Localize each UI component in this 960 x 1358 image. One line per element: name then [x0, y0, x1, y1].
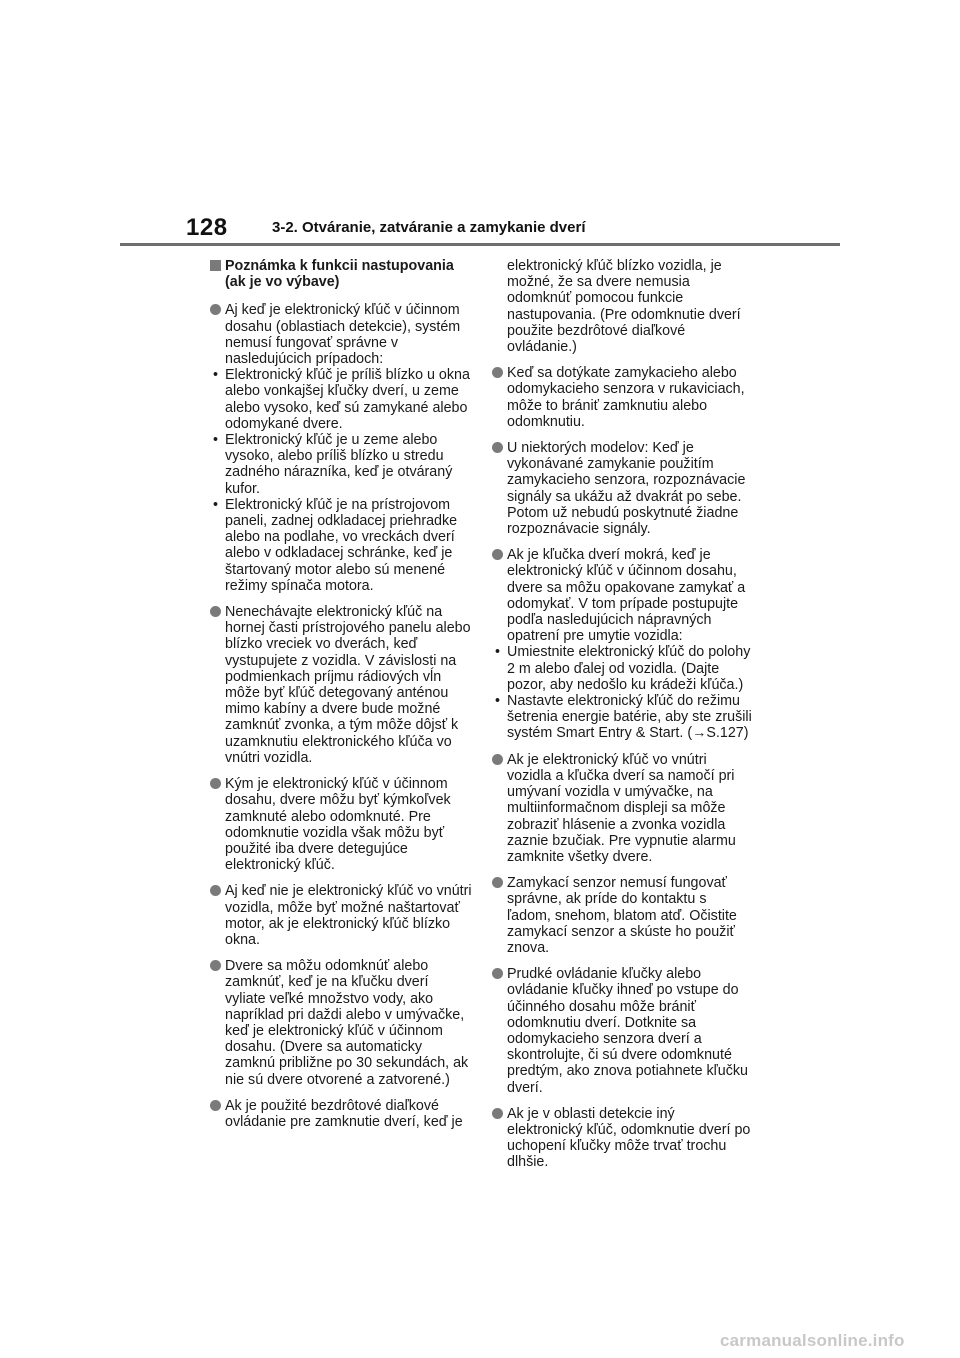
section-title: 3-2. Otváranie, zatváranie a zamykanie dverí	[272, 219, 586, 236]
list-item-text: Elektronický kľúč je príliš blízko u okna alebo vonkajšej kľučky dverí, u zeme alebo vysoko, keď sú zamykané alebo odomykané dvere.	[225, 367, 470, 432]
round-bullet-icon	[210, 1100, 221, 1111]
paragraph-text: Aj keď nie je elektronický kľúč vo vnútri vozidla, môže byť možné naštartovať motor, ak je elektronický kľúč blízko okna.	[225, 883, 472, 948]
round-bullet-icon	[492, 877, 503, 888]
note-paragraph	[492, 1106, 754, 1171]
note-paragraph	[210, 776, 472, 873]
list-item: • Elektronický kľúč je na prístrojovom paneli, zadnej odkladacej priehradke alebo na podlahe, vo vreckách dverí alebo v odkladacej schránke, keď je štartovaný motor alebo sú menené režimy spínača motora.	[213, 496, 458, 594]
paragraph-text: U niektorých modelov: Keď je vykonávané zamykanie použitím zamykacieho senzora, rozpoznávacie signály sa ukážu až dvakrát po sebe. Potom už nebudú poskytnuté žiadne rozpoznávacie signály.	[507, 440, 746, 538]
round-bullet-icon	[210, 778, 221, 789]
paragraph-text: Ak je v oblasti detekcie iný elektronický kľúč, odomknutie dverí po uchopení kľučky môže trvať trochu dlhšie.	[507, 1105, 751, 1171]
round-bullet-icon	[492, 754, 503, 765]
round-bullet-icon	[210, 606, 221, 617]
list-item-text: Umiestnite elektronický kľúč do polohy 2 m alebo ďalej od vozidla. (Dajte pozor, aby nedošlo ku krádeži kľúča.)	[507, 644, 751, 693]
note-paragraph	[492, 966, 754, 1096]
square-bullet-icon	[210, 260, 221, 271]
note-paragraph	[210, 1098, 472, 1130]
note-paragraph	[492, 752, 754, 865]
round-bullet-icon	[492, 549, 503, 560]
paragraph-text: Aj keď je elektronický kľúč v účinnom dosahu (oblastiach detekcie), systém nemusí fungovať správne v nasledujúcich prípadoch:	[225, 302, 461, 368]
note-paragraph	[492, 365, 754, 430]
right-column	[492, 258, 754, 1181]
note-paragraph	[492, 875, 754, 956]
page-number: 128	[186, 214, 228, 241]
list-item-text: Elektronický kľúč je na prístrojovom paneli, zadnej odkladacej priehradke alebo na podlahe, vo vreckách dverí alebo v odkladacej schránke, keď je štartovaný motor alebo sú menené režimy spínača motora.	[225, 496, 458, 594]
note-paragraph	[492, 440, 754, 537]
paragraph-text: elektronický kľúč blízko vozidla, je možné, že sa dvere nemusia odomknúť pomocou funkcie nastupovania. (Pre odomknutie dverí použite bezdrôtové diaľkové ovládanie.)	[507, 258, 741, 356]
note-paragraph	[492, 547, 754, 741]
round-bullet-icon	[492, 1108, 503, 1119]
note-paragraph	[210, 302, 472, 594]
paragraph-text: Ak je elektronický kľúč vo vnútri vozidla a kľučka dverí sa namočí pri umývaní vozidla v umývačke, na multiinformačnom displeji sa môže zobraziť hlásenie a zvonka vozidla zaznie bzučiak. Pre vypnutie alarmu zamknite všetky dvere.	[507, 751, 736, 865]
watermark-logo: carmanualsonline.info	[720, 1331, 905, 1350]
left-column	[210, 258, 472, 1140]
note-paragraph-continued	[492, 258, 754, 355]
round-bullet-icon	[210, 304, 221, 315]
list-item-text: Nastavte elektronický kľúč do režimu šetrenia energie batérie, aby ste zrušili systém Smart Entry & Start. (→S.127)	[507, 693, 752, 742]
round-bullet-icon	[210, 885, 221, 896]
header-rule	[120, 243, 840, 246]
list-item: • Elektronický kľúč je príliš blízko u okna alebo vonkajšej kľučky dverí, u zeme alebo vysoko, keď sú zamykané alebo odomykané dvere.	[213, 367, 470, 432]
list-item-text: Elektronický kľúč je u zeme alebo vysoko, alebo príliš blízko u stredu zadného nárazníka, keď je otváraný kufor.	[225, 432, 453, 497]
paragraph-text: Nenechávajte elektronický kľúč na hornej časti prístrojového panelu alebo blízko vreciek vo dverách, keď vystupujete z vozidla. V závislosti na podmienkach príjmu rádiových vĺn môže byť kľúč detegovaný anténou mimo kabíny a dvere bude možné zamknúť zvonka, a tým môže dôjsť k uzamknutiu elektronického kľúča vo vnútri vozidla.	[225, 604, 471, 766]
round-bullet-icon	[492, 367, 503, 378]
list-item: • Nastavte elektronický kľúč do režimu šetrenia energie batérie, aby ste zrušili systém Smart Entry & Start. (→S.127)	[495, 693, 752, 742]
note-paragraph	[210, 883, 472, 948]
list-item: • Elektronický kľúč je u zeme alebo vysoko, alebo príliš blízko u stredu zadného nárazníka, keď je otváraný kufor.	[213, 432, 453, 497]
paragraph-text: Dvere sa môžu odomknúť alebo zamknúť, keď je na kľučku dverí vyliate veľké množstvo vody, ako napríklad pri daždi alebo v umývačke, keď je elektronický kľúč v účinnom dosahu. (Dvere sa automaticky zamknú približne po 30 sekundách, ak nie sú dvere otvorené a zatvorené.)	[225, 958, 469, 1088]
round-bullet-icon	[210, 960, 221, 971]
note-paragraph	[210, 958, 472, 1088]
paragraph-text: Ak je kľučka dverí mokrá, keď je elektronický kľúč v účinnom dosahu, dvere sa môžu opakovane zamykať a odomykať. V tom prípade postupujte podľa nasledujúcich nápravných opatrení pre umytie vozidla:	[507, 547, 746, 645]
paragraph-text: Keď sa dotýkate zamykacieho alebo odomykacieho senzora v rukaviciach, môže to brániť zamknutiu alebo odomknutiu.	[507, 365, 745, 430]
note-paragraph	[210, 604, 472, 766]
paragraph-text: Ak je použité bezdrôtové diaľkové ovládanie pre zamknutie dverí, keď je	[225, 1097, 463, 1130]
paragraph-text: Zamykací senzor nemusí fungovať správne, ak príde do kontaktu s ľadom, snehom, blatom atď. Očistite zamykací senzor a skúste ho použiť znova.	[507, 875, 737, 956]
paragraph-text: Kým je elektronický kľúč v účinnom dosahu, dvere môžu byť kýmkoľvek zamknuté alebo odomknuté. Pre odomknutie vozidla však môžu byť použité iba dvere detegujúce elektronický kľúč.	[225, 776, 451, 874]
list-item: • Umiestnite elektronický kľúč do polohy 2 m alebo ďalej od vozidla. (Dajte pozor, aby nedošlo ku krádeži kľúča.)	[495, 644, 751, 693]
round-bullet-icon	[492, 442, 503, 453]
paragraph-text: Prudké ovládanie kľučky alebo ovládanie kľučky ihneď po vstupe do účinného dosahu môže brániť odomknutiu dverí. Dotknite sa odomykacieho senzora dverí a skontrolujte, či sú dvere odomknuté predtým, ako znova potiahnete kľučku dverí.	[507, 966, 749, 1096]
round-bullet-icon	[492, 968, 503, 979]
note-heading	[210, 258, 472, 290]
note-heading-text: Poznámka k funkcii nastupovania (ak je vo výbave)	[225, 258, 454, 291]
